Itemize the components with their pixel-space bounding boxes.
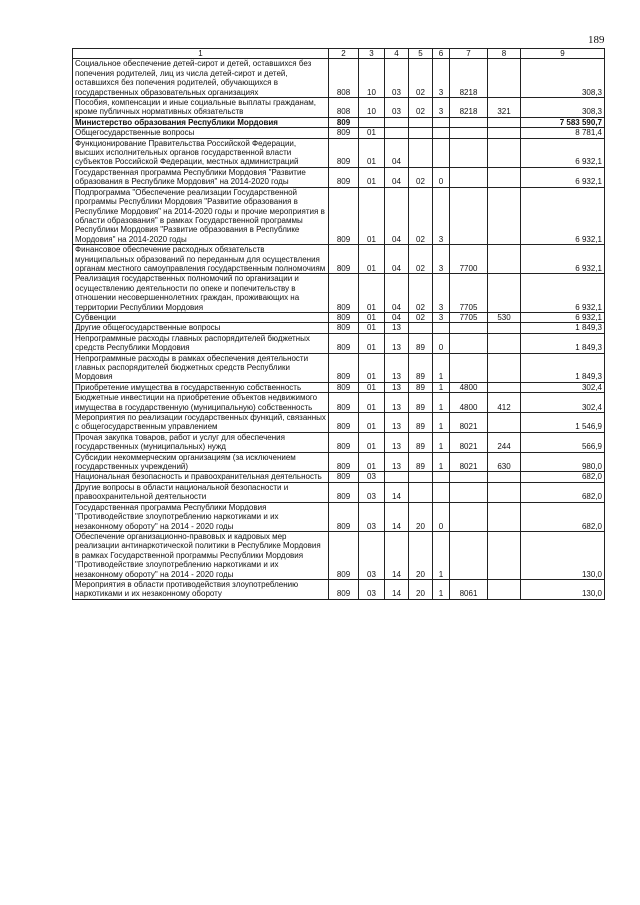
program-code-cell: 02 [409,59,433,98]
subsection-code-cell: 14 [385,502,409,531]
subsection-code-cell: 04 [385,274,409,313]
amount-cell: 566,9 [521,432,605,452]
ministry-code-cell: 809 [329,482,359,502]
expense-type-code-cell: 321 [488,98,521,118]
subsection-code-cell [385,117,409,127]
target-item-code-cell [450,472,488,482]
program-code-cell: 02 [409,167,433,187]
program-code-cell: 02 [409,98,433,118]
table-body [73,59,605,599]
subsection-code-cell: 04 [385,312,409,322]
subsection-code-cell: 14 [385,482,409,502]
program-code-cell [409,323,433,333]
subsection-code-cell: 13 [385,393,409,413]
amount-cell: 130,0 [521,531,605,579]
column-header: 3 [359,49,385,59]
table-row [73,432,605,452]
subsection-code-cell: 13 [385,452,409,472]
amount-cell: 6 932,1 [521,274,605,313]
row-name-cell: Прочая закупка товаров, работ и услуг для обеспечения государственных (муниципальных) нужд [73,432,329,452]
row-name-cell: Субвенции [73,312,329,322]
ministry-code-cell: 809 [329,393,359,413]
program-code-cell: 02 [409,274,433,313]
expense-type-code-cell [488,353,521,382]
amount-cell: 1 849,3 [521,333,605,353]
ministry-code-cell: 809 [329,138,359,167]
subsection-code-cell: 13 [385,333,409,353]
program-code-cell: 89 [409,452,433,472]
row-name-cell: Финансовое обеспечение расходных обязательств муниципальных образований по переданным для осуществления органам местного самоуправления государственным полномочиям [73,245,329,274]
subprogram-code-cell: 3 [433,59,450,98]
table-row [73,117,605,127]
expense-type-code-cell [488,274,521,313]
row-name-cell: Общегосударственные вопросы [73,128,329,138]
expense-type-code-cell [488,138,521,167]
subsection-code-cell [385,128,409,138]
section-code-cell: 01 [359,353,385,382]
subsection-code-cell: 14 [385,579,409,599]
table-row [73,353,605,382]
target-item-code-cell: 4800 [450,382,488,392]
section-code-cell: 01 [359,138,385,167]
section-code-cell: 03 [359,502,385,531]
subsection-code-cell: 04 [385,187,409,244]
target-item-code-cell [450,138,488,167]
row-name-cell: Непрограммные расходы в рамках обеспечения деятельности главных распорядителей бюджетных средств Республики Мордовия [73,353,329,382]
ministry-code-cell: 809 [329,333,359,353]
amount-cell: 6 932,1 [521,312,605,322]
target-item-code-cell [450,167,488,187]
amount-cell: 302,4 [521,382,605,392]
ministry-code-cell: 808 [329,59,359,98]
column-header: 1 [73,49,329,59]
row-name-cell: Мероприятия в области противодействия злоупотреблению наркотиками и их незаконному обороту [73,579,329,599]
subsection-code-cell: 13 [385,382,409,392]
subprogram-code-cell: 0 [433,167,450,187]
target-item-code-cell [450,482,488,502]
subprogram-code-cell [433,117,450,127]
section-code-cell: 03 [359,472,385,482]
table-row [73,167,605,187]
target-item-code-cell: 8021 [450,413,488,433]
table-row [73,579,605,599]
ministry-code-cell: 809 [329,353,359,382]
row-name-cell: Другие вопросы в области национальной безопасности и правоохранительной деятельности [73,482,329,502]
row-name-cell: Бюджетные инвестиции на приобретение объектов недвижимого имущества в государственную (муниципальную) собственность [73,393,329,413]
section-code-cell: 01 [359,393,385,413]
section-code-cell: 03 [359,531,385,579]
amount-cell: 6 932,1 [521,138,605,167]
subsection-code-cell [385,472,409,482]
subsection-code-cell: 14 [385,531,409,579]
subprogram-code-cell: 1 [433,413,450,433]
program-code-cell: 89 [409,393,433,413]
ministry-code-cell: 809 [329,187,359,244]
ministry-code-cell: 809 [329,128,359,138]
target-item-code-cell [450,187,488,244]
target-item-code-cell [450,128,488,138]
subsection-code-cell: 04 [385,167,409,187]
program-code-cell [409,482,433,502]
expense-type-code-cell [488,531,521,579]
program-code-cell: 89 [409,413,433,433]
expense-type-code-cell [488,323,521,333]
column-header: 7 [450,49,488,59]
program-code-cell: 20 [409,502,433,531]
table-row [73,98,605,118]
subprogram-code-cell: 1 [433,452,450,472]
ministry-code-cell: 809 [329,312,359,322]
program-code-cell: 02 [409,245,433,274]
section-code-cell: 10 [359,98,385,118]
amount-cell: 682,0 [521,482,605,502]
amount-cell: 302,4 [521,393,605,413]
row-name-cell: Непрограммные расходы главных распорядителей бюджетных средств Республики Мордовия [73,333,329,353]
program-code-cell: 02 [409,312,433,322]
expense-type-code-cell [488,117,521,127]
subsection-code-cell: 04 [385,245,409,274]
amount-cell: 130,0 [521,579,605,599]
row-name-cell: Национальная безопасность и правоохранительная деятельность [73,472,329,482]
table-row [73,128,605,138]
target-item-code-cell: 8218 [450,98,488,118]
table-row [73,531,605,579]
section-code-cell: 01 [359,312,385,322]
ministry-code-cell: 809 [329,531,359,579]
subprogram-code-cell: 3 [433,312,450,322]
ministry-code-cell: 809 [329,579,359,599]
row-name-cell: Приобретение имущества в государственную собственность [73,382,329,392]
row-name-cell: Другие общегосударственные вопросы [73,323,329,333]
subprogram-code-cell: 0 [433,502,450,531]
subprogram-code-cell: 3 [433,274,450,313]
expense-type-code-cell: 412 [488,393,521,413]
amount-cell: 8 781,4 [521,128,605,138]
section-code-cell: 01 [359,333,385,353]
amount-cell: 6 932,1 [521,245,605,274]
ministry-code-cell: 809 [329,502,359,531]
target-item-code-cell [450,502,488,531]
expense-type-code-cell [488,579,521,599]
row-name-cell: Пособия, компенсации и иные социальные выплаты гражданам, кроме публичных нормативных обязательств [73,98,329,118]
target-item-code-cell [450,531,488,579]
program-code-cell: 89 [409,333,433,353]
ministry-code-cell: 809 [329,167,359,187]
amount-cell: 1 546,9 [521,413,605,433]
subprogram-code-cell: 3 [433,245,450,274]
amount-cell: 682,0 [521,502,605,531]
target-item-code-cell: 7705 [450,274,488,313]
subsection-code-cell: 04 [385,138,409,167]
row-name-cell: Министерство образования Республики Мордовия [73,117,329,127]
row-name-cell: Государственная программа Республики Мордовия "Развитие образования в Республике Мордовия" на 2014-2020 годы [73,167,329,187]
section-code-cell: 03 [359,482,385,502]
table-row [73,312,605,322]
amount-cell: 682,0 [521,472,605,482]
amount-cell: 980,0 [521,452,605,472]
page-number: 189 [588,34,605,46]
subprogram-code-cell: 1 [433,432,450,452]
expense-type-code-cell [488,187,521,244]
section-code-cell: 01 [359,245,385,274]
section-code-cell: 01 [359,187,385,244]
target-item-code-cell [450,353,488,382]
expense-type-code-cell: 244 [488,432,521,452]
amount-cell: 308,3 [521,98,605,118]
subsection-code-cell: 03 [385,59,409,98]
row-name-cell: Реализация государственных полномочий по организации и осуществлению деятельности по опеке и попечительству в отношении несовершеннолетних граждан, проживающих на территории Республики Мордовия [73,274,329,313]
table-row [73,333,605,353]
table-row [73,382,605,392]
subprogram-code-cell: 1 [433,531,450,579]
ministry-code-cell: 809 [329,472,359,482]
table-row [73,187,605,244]
subprogram-code-cell: 3 [433,98,450,118]
table-row [73,472,605,482]
table-row [73,413,605,433]
ministry-code-cell: 809 [329,432,359,452]
subprogram-code-cell [433,128,450,138]
row-name-cell: Государственная программа Республики Мордовия "Противодействие злоупотреблению наркотиками и их незаконному обороту" на 2014 - 2020 годы [73,502,329,531]
target-item-code-cell: 8021 [450,432,488,452]
budget-table [72,48,605,600]
section-code-cell: 10 [359,59,385,98]
section-code-cell: 03 [359,579,385,599]
subprogram-code-cell [433,323,450,333]
ministry-code-cell: 809 [329,382,359,392]
expense-type-code-cell [488,245,521,274]
ministry-code-cell: 809 [329,452,359,472]
expense-type-code-cell [488,482,521,502]
section-code-cell: 01 [359,128,385,138]
subprogram-code-cell [433,138,450,167]
section-code-cell: 01 [359,382,385,392]
target-item-code-cell [450,117,488,127]
subprogram-code-cell [433,482,450,502]
ministry-code-cell: 809 [329,413,359,433]
subsection-code-cell: 13 [385,323,409,333]
amount-cell: 1 849,3 [521,323,605,333]
subprogram-code-cell: 0 [433,333,450,353]
section-code-cell: 01 [359,452,385,472]
program-code-cell: 02 [409,187,433,244]
subprogram-code-cell: 3 [433,187,450,244]
row-name-cell: Подпрограмма "Обеспечение реализации Государственной программы Республики Мордовия "Развитие образования в Республике Мордовия" на 2014-2020 годы и прочие мероприятия в области образования" в рамках Государственной программы Республики Мордовия "Развитие образования в Республике Мордовия" на 2014-2020 годы [73,187,329,244]
expense-type-code-cell: 630 [488,452,521,472]
subprogram-code-cell [433,472,450,482]
expense-type-code-cell: 530 [488,312,521,322]
subprogram-code-cell: 1 [433,353,450,382]
target-item-code-cell: 8218 [450,59,488,98]
section-code-cell: 01 [359,413,385,433]
program-code-cell: 89 [409,432,433,452]
column-header: 8 [488,49,521,59]
target-item-code-cell: 8061 [450,579,488,599]
expense-type-code-cell [488,59,521,98]
table-row [73,482,605,502]
section-code-cell: 01 [359,323,385,333]
row-name-cell: Функционирование Правительства Российской Федерации, высших исполнительных органов государственной власти субъектов Российской Федерации, местных администраций [73,138,329,167]
program-code-cell [409,472,433,482]
subsection-code-cell: 13 [385,413,409,433]
program-code-cell [409,138,433,167]
section-code-cell: 01 [359,167,385,187]
table-header-row [73,49,605,59]
ministry-code-cell: 809 [329,245,359,274]
target-item-code-cell [450,323,488,333]
table-row [73,502,605,531]
program-code-cell: 20 [409,579,433,599]
expense-type-code-cell [488,472,521,482]
program-code-cell [409,128,433,138]
subprogram-code-cell: 1 [433,579,450,599]
ministry-code-cell: 809 [329,323,359,333]
expense-type-code-cell [488,333,521,353]
program-code-cell: 89 [409,382,433,392]
table-row [73,393,605,413]
target-item-code-cell: 8021 [450,452,488,472]
column-header: 4 [385,49,409,59]
expense-type-code-cell [488,502,521,531]
subprogram-code-cell: 1 [433,393,450,413]
subsection-code-cell: 13 [385,432,409,452]
table-row [73,452,605,472]
expense-type-code-cell [488,128,521,138]
target-item-code-cell: 7705 [450,312,488,322]
amount-cell: 308,3 [521,59,605,98]
row-name-cell: Социальное обеспечение детей-сирот и детей, оставшихся без попечения родителей, лиц из числа детей-сирот и детей, оставшихся без попечения родителей, обучающихся в государственных образовательных организациях [73,59,329,98]
target-item-code-cell [450,333,488,353]
section-code-cell: 01 [359,274,385,313]
amount-cell: 6 932,1 [521,167,605,187]
table-row [73,274,605,313]
section-code-cell [359,117,385,127]
program-code-cell [409,117,433,127]
column-header: 9 [521,49,605,59]
expense-type-code-cell [488,167,521,187]
row-name-cell: Мероприятия по реализации государственных функций, связанных с общегосударственным управлением [73,413,329,433]
table-row [73,323,605,333]
column-header: 6 [433,49,450,59]
amount-cell: 6 932,1 [521,187,605,244]
column-header: 2 [329,49,359,59]
subsection-code-cell: 13 [385,353,409,382]
table-row [73,245,605,274]
ministry-code-cell: 808 [329,98,359,118]
ministry-code-cell: 809 [329,274,359,313]
amount-cell: 7 583 590,7 [521,117,605,127]
subsection-code-cell: 03 [385,98,409,118]
target-item-code-cell: 4800 [450,393,488,413]
column-header: 5 [409,49,433,59]
expense-type-code-cell [488,382,521,392]
table-row [73,59,605,98]
row-name-cell: Субсидии некоммерческим организациям (за исключением государственных учреждений) [73,452,329,472]
subprogram-code-cell: 1 [433,382,450,392]
row-name-cell: Обеспечение организационно-правовых и кадровых мер реализации антинаркотической политики в Республике Мордовия в рамках Государственной программы Республики Мордовия "Противодействие злоупотреблению наркотиками и их незаконному обороту" на 2014 - 2020 годы [73,531,329,579]
target-item-code-cell: 7700 [450,245,488,274]
section-code-cell: 01 [359,432,385,452]
table-row [73,138,605,167]
program-code-cell: 89 [409,353,433,382]
ministry-code-cell: 809 [329,117,359,127]
program-code-cell: 20 [409,531,433,579]
amount-cell: 1 849,3 [521,353,605,382]
expense-type-code-cell [488,413,521,433]
